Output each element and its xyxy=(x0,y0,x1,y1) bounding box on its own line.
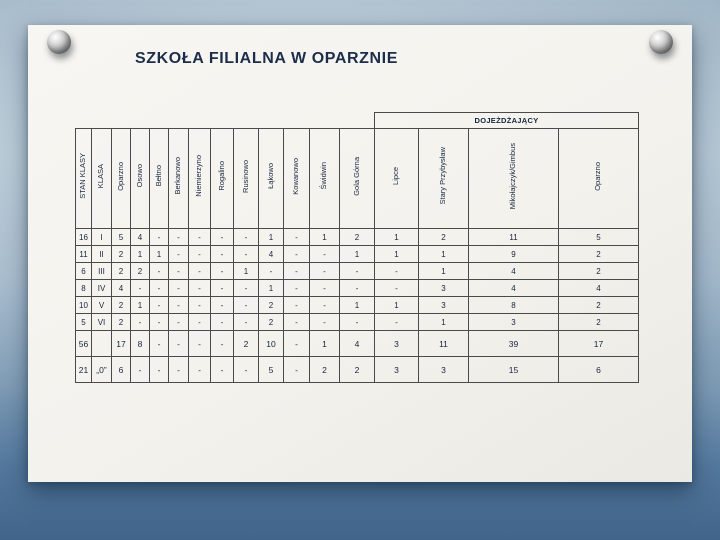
table-cell: - xyxy=(310,263,340,280)
column-header-16 xyxy=(559,129,639,229)
table-cell: - xyxy=(150,297,169,314)
table-cell xyxy=(92,331,112,357)
table-cell: - xyxy=(211,314,234,331)
table-cell: 4 xyxy=(469,263,559,280)
table-cell: - xyxy=(150,331,169,357)
table-cell: 1 xyxy=(259,229,284,246)
table-row xyxy=(76,357,639,383)
table-cell: 3 xyxy=(419,297,469,314)
table-cell: - xyxy=(284,246,310,263)
table-cell: 1 xyxy=(131,297,150,314)
table-cell: - xyxy=(150,263,169,280)
table-cell: - xyxy=(375,263,419,280)
table-cell: 15 xyxy=(469,357,559,383)
table-cell: 2 xyxy=(559,297,639,314)
table-cell: - xyxy=(234,357,259,383)
commuters-table xyxy=(75,112,639,383)
table-cell: 21 xyxy=(76,357,92,383)
table-cell: - xyxy=(169,229,189,246)
table-cell: - xyxy=(284,229,310,246)
table-cell: 3 xyxy=(375,357,419,383)
table-cell: - xyxy=(234,246,259,263)
column-header-label: Bełtno xyxy=(153,165,163,187)
table-cell: 10 xyxy=(259,331,284,357)
table-cell: - xyxy=(259,263,284,280)
column-header-12 xyxy=(340,129,375,229)
column-header-8 xyxy=(234,129,259,229)
table-cell: - xyxy=(189,297,211,314)
table-cell: - xyxy=(169,280,189,297)
table-cell: - xyxy=(189,280,211,297)
column-header-7 xyxy=(211,129,234,229)
table-cell: 56 xyxy=(76,331,92,357)
table-cell: - xyxy=(234,280,259,297)
table-cell: 1 xyxy=(419,314,469,331)
column-header-5 xyxy=(169,129,189,229)
table-cell: 4 xyxy=(259,246,284,263)
column-header-label: Mikołajczyk/Gimbus xyxy=(508,142,518,210)
column-header-10 xyxy=(284,129,310,229)
table-cell: 10 xyxy=(76,297,92,314)
table-cell: 8 xyxy=(131,331,150,357)
table-cell: 2 xyxy=(559,246,639,263)
table-row xyxy=(76,314,639,331)
table-cell: 3 xyxy=(419,280,469,297)
table-cell: - xyxy=(189,314,211,331)
table-cell: 6 xyxy=(559,357,639,383)
table-cell: 17 xyxy=(112,331,131,357)
table-cell: 5 xyxy=(559,229,639,246)
column-header-row xyxy=(76,129,639,229)
table-cell: 2 xyxy=(112,297,131,314)
table-cell: - xyxy=(375,280,419,297)
table-cell: III xyxy=(92,263,112,280)
table-cell: 11 xyxy=(76,246,92,263)
table-cell: - xyxy=(340,280,375,297)
table-cell: 5 xyxy=(112,229,131,246)
table-cell: - xyxy=(169,297,189,314)
table-row xyxy=(76,229,639,246)
table-cell: 3 xyxy=(469,314,559,331)
table-cell: - xyxy=(310,314,340,331)
table-cell: - xyxy=(310,280,340,297)
table-cell: 1 xyxy=(375,229,419,246)
column-header-11 xyxy=(310,129,340,229)
table-cell: 4 xyxy=(112,280,131,297)
table-cell: 11 xyxy=(469,229,559,246)
table-cell: 3 xyxy=(419,357,469,383)
column-header-label: Oparzno xyxy=(115,161,125,191)
column-header-label: Świdwin xyxy=(319,162,329,190)
table-cell: - xyxy=(131,280,150,297)
column-header-6 xyxy=(189,129,211,229)
table-cell: - xyxy=(189,246,211,263)
table-cell: - xyxy=(284,280,310,297)
table-cell: - xyxy=(310,297,340,314)
paper-card xyxy=(28,25,692,482)
table-cell: - xyxy=(189,263,211,280)
table-cell: - xyxy=(131,357,150,383)
table-cell: 8 xyxy=(76,280,92,297)
table-cell: 1 xyxy=(310,331,340,357)
table-cell: „0” xyxy=(92,357,112,383)
slide-title: SZKOŁA FILIALNA W OPARZNIE xyxy=(135,50,398,67)
table-cell: - xyxy=(189,229,211,246)
table-cell: 2 xyxy=(112,246,131,263)
table-cell: - xyxy=(284,263,310,280)
column-header-label: Kowanowo xyxy=(291,157,301,195)
table-row xyxy=(76,263,639,280)
table-row xyxy=(76,331,639,357)
column-header-14 xyxy=(419,129,469,229)
column-header-label: Rusinowo xyxy=(240,159,250,193)
table-cell: 2 xyxy=(259,297,284,314)
column-header-13 xyxy=(375,129,419,229)
column-header-label: Niemierzyno xyxy=(194,155,204,197)
table-cell: 4 xyxy=(559,280,639,297)
table-cell: I xyxy=(92,229,112,246)
table-cell: 5 xyxy=(76,314,92,331)
table-cell: 1 xyxy=(310,229,340,246)
table-cell: 3 xyxy=(375,331,419,357)
column-header-label: STAN KLASY xyxy=(78,153,88,199)
table-cell: 2 xyxy=(419,229,469,246)
table-cell: 2 xyxy=(310,357,340,383)
table-cell: 1 xyxy=(234,263,259,280)
column-header-label: Łąkowo xyxy=(265,163,275,189)
table-cell: 6 xyxy=(112,357,131,383)
table-cell: 2 xyxy=(559,314,639,331)
table-cell: 1 xyxy=(419,246,469,263)
table-cell: - xyxy=(169,331,189,357)
table-cell: 2 xyxy=(340,229,375,246)
table-cell: - xyxy=(310,246,340,263)
table-cell: 1 xyxy=(131,246,150,263)
table-cell: - xyxy=(169,246,189,263)
table-cell: VI xyxy=(92,314,112,331)
table-cell: - xyxy=(169,314,189,331)
column-header-label: Osowo xyxy=(134,164,144,188)
table-row xyxy=(76,280,639,297)
table-cell: 2 xyxy=(340,357,375,383)
pushpin-right-icon xyxy=(649,30,673,54)
table-cell: 1 xyxy=(419,263,469,280)
table-cell: - xyxy=(189,357,211,383)
table-cell: - xyxy=(150,357,169,383)
table-cell: 1 xyxy=(340,297,375,314)
column-header-label: KLASA xyxy=(96,163,106,189)
table-cell: - xyxy=(150,314,169,331)
table-cell: - xyxy=(284,357,310,383)
table-cell: 8 xyxy=(469,297,559,314)
pushpin-left-icon xyxy=(47,30,71,54)
column-header-label: Lipce xyxy=(391,167,401,185)
column-header-label: Oparzno xyxy=(593,161,603,191)
table-cell: 2 xyxy=(234,331,259,357)
table-cell: 9 xyxy=(469,246,559,263)
column-header-label: Gola Górna xyxy=(351,156,361,196)
table-cell: IV xyxy=(92,280,112,297)
table-cell: - xyxy=(150,229,169,246)
table-cell: - xyxy=(189,331,211,357)
column-header-9 xyxy=(259,129,284,229)
table-cell: - xyxy=(131,314,150,331)
table-cell: 1 xyxy=(259,280,284,297)
table-cell: 1 xyxy=(150,246,169,263)
table-cell: 16 xyxy=(76,229,92,246)
table-cell: - xyxy=(211,297,234,314)
group-header-cell: DOJEŻDŻAJĄCY xyxy=(375,113,639,129)
column-header-15 xyxy=(469,129,559,229)
table-cell: - xyxy=(375,314,419,331)
column-header-2 xyxy=(112,129,131,229)
table-cell: 2 xyxy=(131,263,150,280)
table-cell: - xyxy=(211,280,234,297)
table-cell: 2 xyxy=(559,263,639,280)
table-cell: - xyxy=(284,314,310,331)
table-cell: - xyxy=(211,357,234,383)
column-header-4 xyxy=(150,129,169,229)
table-cell: 1 xyxy=(375,297,419,314)
table-cell: 6 xyxy=(76,263,92,280)
table-cell: - xyxy=(211,246,234,263)
column-header-label: Stary Przybysław xyxy=(438,147,448,205)
table-cell: 2 xyxy=(112,314,131,331)
table-cell: - xyxy=(211,331,234,357)
table-cell: V xyxy=(92,297,112,314)
table-cell: 2 xyxy=(259,314,284,331)
table-cell: 11 xyxy=(419,331,469,357)
table-cell: 17 xyxy=(559,331,639,357)
table-cell: 1 xyxy=(375,246,419,263)
table-cell: - xyxy=(211,263,234,280)
table-cell: 39 xyxy=(469,331,559,357)
table-cell: - xyxy=(234,297,259,314)
column-header-3 xyxy=(131,129,150,229)
column-header-1 xyxy=(92,129,112,229)
table-row xyxy=(76,297,639,314)
table-cell: - xyxy=(211,229,234,246)
column-header-0 xyxy=(76,129,92,229)
table-cell: - xyxy=(169,263,189,280)
table-cell: - xyxy=(284,331,310,357)
column-header-label: Rogalino xyxy=(216,161,226,191)
table-cell: - xyxy=(284,297,310,314)
table-cell: - xyxy=(169,357,189,383)
table-cell: 4 xyxy=(340,331,375,357)
table-cell: II xyxy=(92,246,112,263)
table-cell: - xyxy=(234,229,259,246)
group-header-row xyxy=(76,113,639,129)
table-cell: - xyxy=(234,314,259,331)
table-row xyxy=(76,246,639,263)
table-cell: 5 xyxy=(259,357,284,383)
group-header-spacer xyxy=(76,113,375,129)
column-header-label: Berkanowo xyxy=(173,157,183,195)
table-cell: 4 xyxy=(131,229,150,246)
table-cell: 2 xyxy=(112,263,131,280)
table-cell: 1 xyxy=(340,246,375,263)
table-cell: - xyxy=(340,263,375,280)
table-cell: 4 xyxy=(469,280,559,297)
table-cell: - xyxy=(150,280,169,297)
table-cell: - xyxy=(340,314,375,331)
